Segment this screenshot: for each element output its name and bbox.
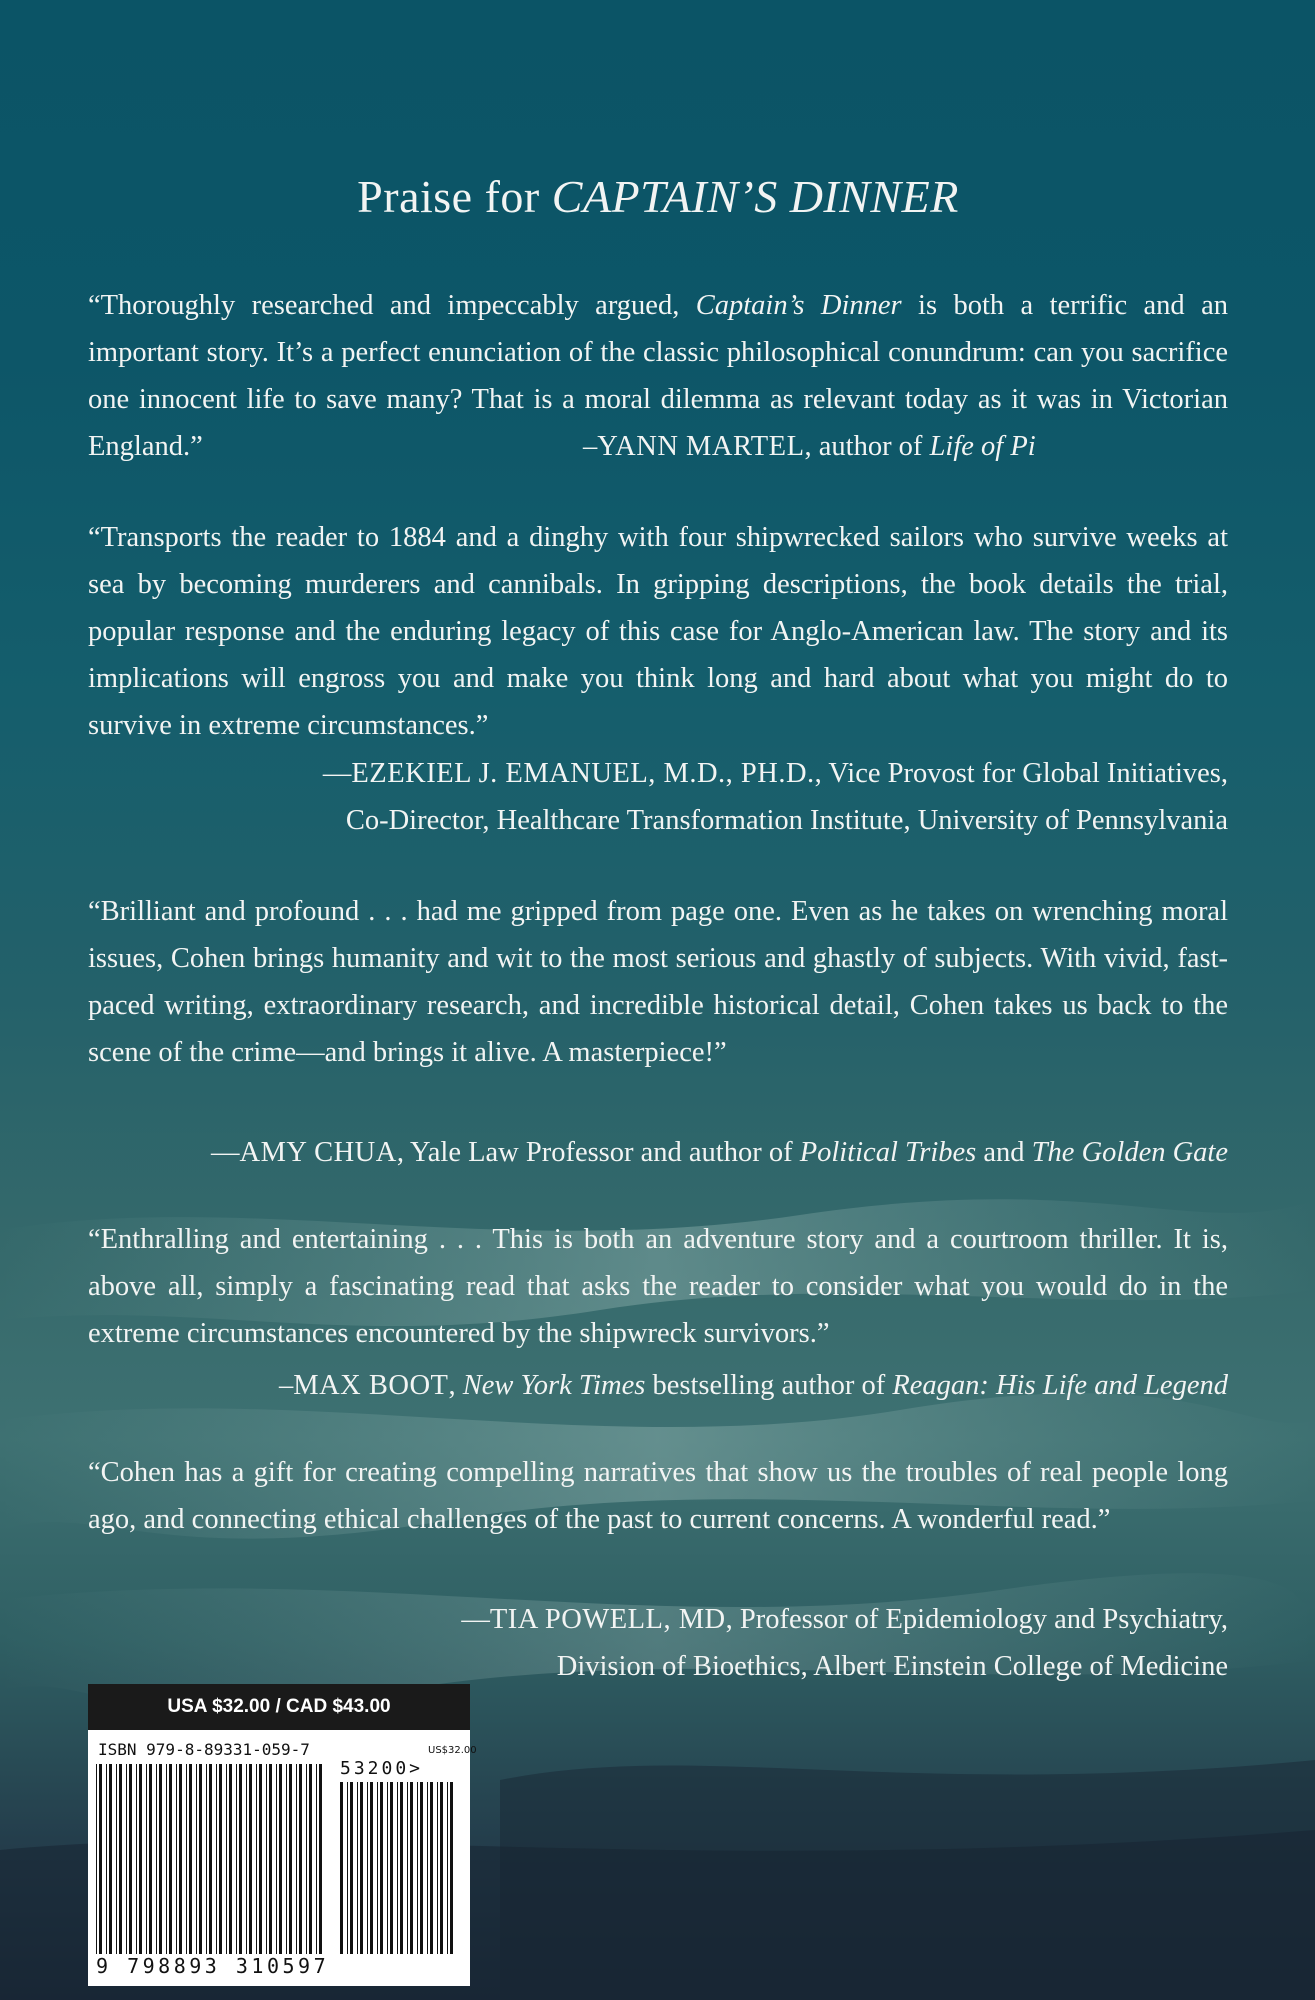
barcode-bar [246,1764,247,1954]
barcode [88,1730,477,1986]
barcode-bar [259,1764,262,1954]
barcode-bar [129,1764,132,1954]
barcode-bar [350,1782,353,1954]
barcode-bar [299,1764,302,1954]
barcode-bar [96,1764,97,1954]
addon-barcode-bars [340,1782,460,1954]
barcode-bar [440,1782,443,1954]
ean-number: 9 798893 310597 [96,1954,330,1978]
barcode-bar [236,1764,237,1954]
blurb-3-attribution: —AMY CHUA, Yale Law Professor and author of Political Tribes and The Golden Gate [211,1137,1228,1168]
barcode-bar [166,1764,167,1954]
barcode-bar [126,1764,127,1954]
barcode-bar [447,1782,448,1954]
barcode-bar [417,1782,418,1954]
barcode-bar [156,1764,157,1954]
us-price-text: US$32.00 [428,1745,477,1756]
barcode-bar [397,1782,398,1954]
barcode-bar [149,1764,152,1954]
barcode-bar [119,1764,122,1954]
barcode-bar [316,1764,317,1954]
barcode-bar [186,1764,187,1954]
barcode-bar [169,1764,172,1954]
barcode-bar [249,1764,252,1954]
barcode-bar [276,1764,277,1954]
barcode-bar [189,1764,192,1954]
blurb-5-attribution: —TIA POWELL, MD, Professor of Epidemiology and Psychiatry, Division of Bioethics, Albert Einstein College of Medicine [461,1604,1228,1682]
title-prefix: Praise for [357,171,540,222]
barcode-bar [179,1764,182,1954]
barcode-bar [450,1782,453,1954]
barcode-bar [279,1764,282,1954]
barcode-bar [109,1764,112,1954]
barcode-bar [289,1764,292,1954]
work-title: Political Tribes [799,1137,977,1168]
barcode-bar [437,1782,438,1954]
work-title: Life of Pi [929,431,1036,462]
barcode-bar [206,1764,207,1954]
barcode-bar [226,1764,227,1954]
blurb-4-attribution: –MAX BOOT, New York Times bestselling author of Reagan: His Life and Legend [279,1370,1228,1401]
blurb-4: “Enthralling and entertaining . . . This is both an adventure story and a courtroom thriller. It is, above all, simply a fascinating read that asks the reader to consider what you would do in the extreme circumstances encountered by the shipwreck survivors.” [88,1224,1228,1349]
barcode-bar [239,1764,242,1954]
author-name: EZEKIEL J. EMANUEL, M.D., PH.D. [351,758,815,789]
work-title: Reagan: His Life and Legend [892,1370,1228,1401]
barcode-bar [266,1764,267,1954]
barcode-bar [99,1764,102,1954]
barcode-bar [390,1782,393,1954]
barcode-bar [256,1764,257,1954]
blurb-1: “Thoroughly researched and impeccably argued, Captain’s Dinner is both a terrific and an important story. It’s a perfect enunciation of the classic philosophical conundrum: can you sacrifice one innocent life to save many? That is a moral dilemma as relevant today as it was in Victorian England.” [88,290,1228,462]
barcode-bar [427,1782,428,1954]
author-name: AMY CHUA [239,1137,397,1168]
blurb-2-attribution: —EZEKIEL J. EMANUEL, M.D., PH.D., Vice Provost for Global Initiatives, Co-Director, Healthcare Transformation Institute, University of Pennsylvania [322,758,1228,836]
work-title: New York Times [462,1370,646,1401]
barcode-bar [319,1764,322,1954]
barcode-bar [196,1764,197,1954]
barcode-bar [360,1782,363,1954]
barcode-bar [430,1782,433,1954]
barcode-bar [139,1764,142,1954]
barcode-bar [269,1764,272,1954]
ean-barcode-bars [96,1764,328,1954]
book-title-inline: Captain’s Dinner [695,290,902,321]
barcode-bar [286,1764,287,1954]
barcode-bar [219,1764,222,1954]
barcode-bar [420,1782,423,1954]
barcode-bar [106,1764,107,1954]
blurb-3: “Brilliant and profound . . . had me gripped from page one. Even as he takes on wrenching moral issues, Cohen brings humanity and wit to the most serious and ghastly of subjects. With vivid, fast-paced writing, extraordinary research, and incredible historical detail, Cohen takes us back to the scene of the crime—and brings it alive. A masterpiece!” [88,896,1228,1068]
barcode-bar [116,1764,117,1954]
barcode-bar [306,1764,307,1954]
barcode-bar [407,1782,408,1954]
blurb-2: “Transports the reader to 1884 and a dinghy with four shipwrecked sailors who survive weeks at sea by becoming murderers and cannibals. In gripping descriptions, the book details the trial, popular response and the enduring legacy of this case for Anglo-American law. The story and its implications will engross you and make you think long and hard about what you might do to survive in extreme circumstances.” [88,522,1228,741]
barcode-bar [146,1764,147,1954]
barcode-bar [176,1764,177,1954]
barcode-bar [340,1782,343,1954]
page-title [88,170,1228,223]
barcode-bar [199,1764,202,1954]
barcode-bar [370,1782,373,1954]
barcode-bar [159,1764,162,1954]
author-name: YANN MARTEL [597,431,805,462]
barcode-bar [387,1782,388,1954]
barcode-bar [377,1782,378,1954]
blurb-1-attribution: –YANN MARTEL, author of Life of Pi [583,431,1036,462]
work-title: The Golden Gate [1031,1137,1228,1168]
author-name: MAX BOOT [293,1370,449,1401]
barcode-bar [136,1764,137,1954]
barcode-bar [229,1764,232,1954]
blurb-5: “Cohen has a gift for creating compelling narratives that show us the troubles of real people long ago, and connecting ethical challenges of the past to current concerns. A wonderful read.” [88,1457,1228,1535]
barcode-bar [357,1782,358,1954]
barcode-bar [216,1764,217,1954]
author-name: TIA POWELL, MD [489,1604,726,1635]
isbn-text: ISBN 979-8-89331-059-7 [98,1740,310,1759]
barcode-bar [296,1764,297,1954]
addon-number: 53200> [340,1758,424,1779]
barcode-bar [209,1764,212,1954]
book-title: CAPTAIN’S DINNER [551,171,959,222]
barcode-bar [309,1764,312,1954]
barcode-bar [400,1782,403,1954]
barcode-bar [367,1782,368,1954]
barcode-bar [347,1782,348,1954]
barcode-bar [410,1782,413,1954]
price-label: USA $32.00 / CAD $43.00 [88,1684,470,1730]
barcode-bar [380,1782,383,1954]
